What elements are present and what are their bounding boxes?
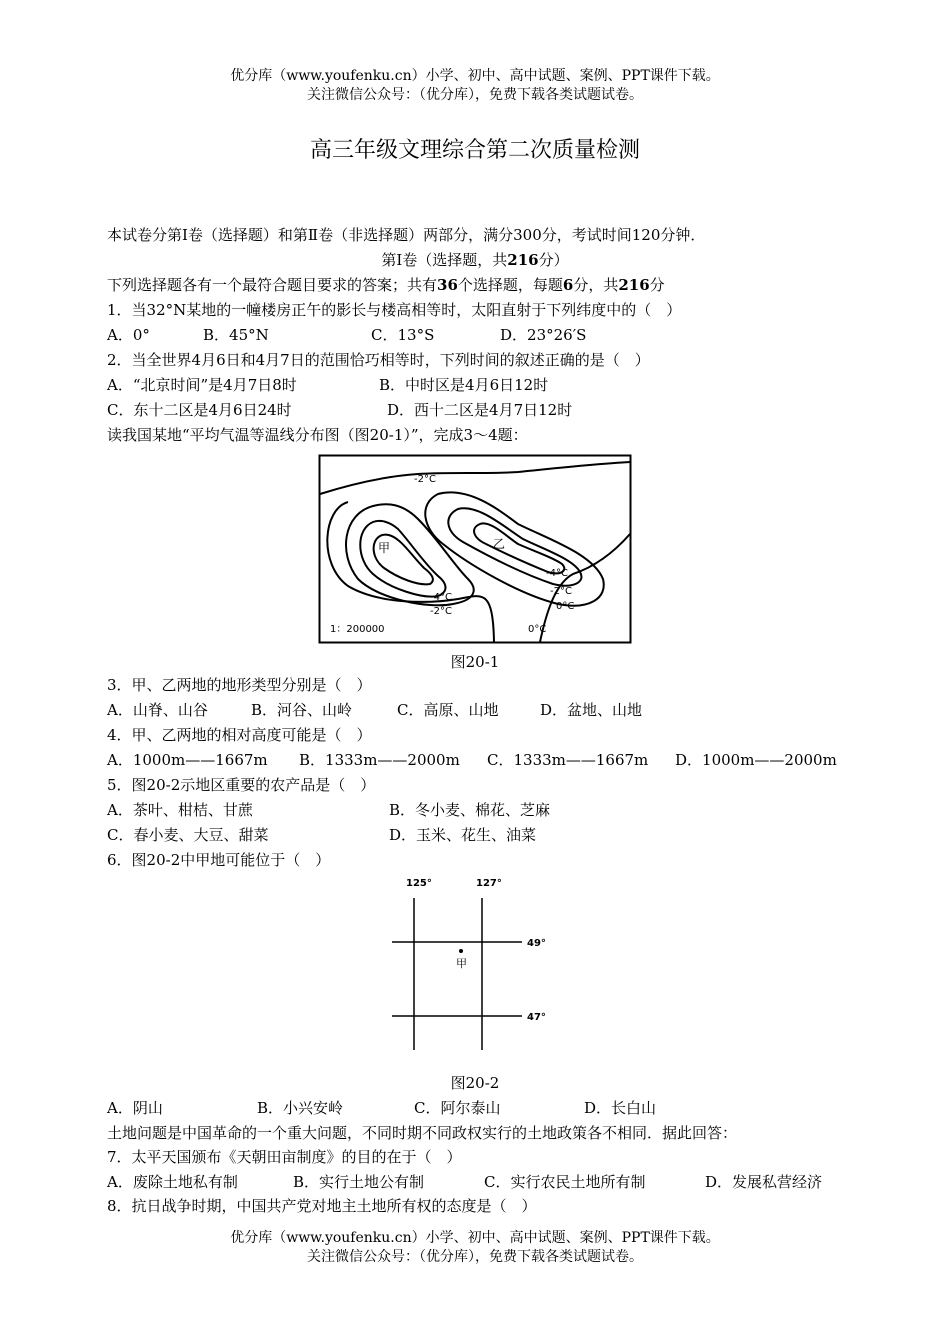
q2-option-a[interactable]: A．“北京时间”是4月7日8时 (107, 376, 297, 394)
isotherm-jia-outer (346, 504, 474, 605)
fig1-caption: 图20-1 (450, 653, 500, 671)
q6-option-c[interactable]: C．阿尔泰山 (414, 1099, 501, 1117)
fig2-lon2: 127° (476, 878, 502, 889)
q7-option-d[interactable]: D．发展私营经济 (705, 1173, 823, 1191)
isotherm-yi-outer (425, 492, 603, 605)
isotherm-map-figure (318, 454, 632, 644)
q6-option-d[interactable]: D．长白山 (584, 1099, 657, 1117)
fig1-label-yi: 乙 (493, 537, 506, 551)
fig1-label-6: -2°C (550, 586, 572, 597)
q7-option-b[interactable]: B．实行土地公有制 (293, 1173, 425, 1191)
instr-e: 分，共 (573, 276, 619, 294)
fig2-point-label: 甲 (456, 957, 467, 970)
q5-option-b[interactable]: B．冬小麦、棉花、芝麻 (389, 801, 551, 819)
q5-stem: 5．图20-2示地区重要的农产品是（ ） (107, 776, 376, 794)
q5-option-c[interactable]: C．春小麦、大豆、甜菜 (107, 826, 269, 844)
isotherm-yi-inner (474, 523, 564, 573)
part1-heading (0, 249, 950, 271)
isotherm-jia-mid (360, 521, 445, 597)
fig2-lat2: 47° (527, 1012, 546, 1023)
fig2-lat1: 49° (527, 938, 546, 949)
instr-c: 个选择题，每题 (457, 276, 563, 294)
page-title: 高三年级文理综合第二次质量检测 (309, 138, 640, 163)
instr-each: 6 (562, 276, 574, 294)
q7-stem: 7．太平天国颁布《天朝田亩制度》的目的在于（ ） (107, 1148, 462, 1166)
latlon-grid-figure (388, 872, 558, 1054)
q7-option-a[interactable]: A．废除土地私有制 (107, 1173, 238, 1191)
fig1-scale: 1：200000 (330, 624, 385, 635)
fig1-label-4: -4°C (546, 568, 568, 579)
point-jia-marker (459, 949, 463, 953)
instructions (107, 274, 665, 296)
fig1-label-jia: 甲 (378, 541, 391, 555)
q3-stem: 3．甲、乙两地的地形类型分别是（ ） (107, 676, 372, 694)
land-prompt: 土地问题是中国革命的一个重大问题，不同时期不同政权实行的土地政策各不相同．据此回答： (107, 1124, 738, 1142)
q3-option-c[interactable]: C．高原、山地 (397, 701, 499, 719)
footer-line-1: 优分库（www.youfenku.cn）小学、初中、高中试题、案例、PPT课件下载。 (230, 1230, 720, 1246)
instr-g: 分 (649, 276, 665, 294)
fig1-label-8: 0°C (556, 601, 575, 612)
fig2-lon1: 125° (406, 878, 432, 889)
part1-text-a: 第Ⅰ卷（选择题，共 (381, 251, 508, 269)
fig1-label-1: -2°C (414, 474, 436, 485)
q1-option-b[interactable]: B．45°N (203, 326, 269, 344)
isotherm-outer-top (320, 462, 630, 494)
instr-a: 下列选择题各有一个最符合题目要求的答案；共有 (107, 276, 438, 294)
footer-line-2: 关注微信公众号：（优分库），免费下载各类试题试卷。 (307, 1249, 643, 1265)
q6-option-b[interactable]: B．小兴安岭 (257, 1099, 344, 1117)
reading-prompt: 读我国某地“平均气温等温线分布图（图20-1）”，完成3～4题： (107, 426, 528, 444)
header-line-1: 优分库（www.youfenku.cn）小学、初中、高中试题、案例、PPT课件下载。 (230, 68, 720, 84)
q2-option-b[interactable]: B．中时区是4月6日12时 (379, 376, 549, 394)
header-line-2: 关注微信公众号：（优分库），免费下载各类试题试卷。 (307, 87, 643, 103)
q2-stem: 2．当全世界4月6日和4月7日的范围恰巧相等时，下列时间的叙述正确的是（ ） (107, 351, 650, 369)
q1-option-c[interactable]: C．13°S (371, 326, 435, 344)
q6-stem: 6．图20-2中甲地可能位于（ ） (107, 851, 331, 869)
fig1-label-5: -4°C (430, 592, 452, 603)
instr-total: 216 (618, 276, 650, 294)
q8-stem: 8．抗日战争时期，中国共产党对地主土地所有权的态度是（ ） (107, 1197, 537, 1215)
part1-total: 216 (507, 251, 539, 269)
fig1-label-7: -2°C (430, 606, 452, 617)
fig2-caption: 图20-2 (450, 1074, 500, 1092)
instr-count: 36 (437, 276, 458, 294)
q3-option-b[interactable]: B．河谷、山岭 (251, 701, 353, 719)
q7-option-c[interactable]: C．实行农民土地所有制 (484, 1173, 646, 1191)
fig1-label-9: 0°C (528, 624, 547, 635)
q1-option-a[interactable]: A．0° (107, 326, 150, 344)
q1-option-d[interactable]: D．23°26′S (500, 326, 587, 344)
q4-option-d[interactable]: D．1000m——2000m (675, 751, 837, 769)
q5-option-d[interactable]: D．玉米、花生、油菜 (389, 826, 537, 844)
q2-option-c[interactable]: C．东十二区是4月6日24时 (107, 401, 292, 419)
q3-option-d[interactable]: D．盆地、山地 (540, 701, 643, 719)
q4-stem: 4．甲、乙两地的相对高度可能是（ ） (107, 726, 372, 744)
intro-text: 本试卷分第Ⅰ卷（选择题）和第Ⅱ卷（非选择题）两部分，满分300分，考试时间120分钟． (107, 226, 706, 244)
part1-text-c: 分） (538, 251, 569, 269)
q3-option-a[interactable]: A．山脊、山谷 (107, 701, 208, 719)
q4-option-a[interactable]: A．1000m——1667m (107, 751, 268, 769)
q4-option-c[interactable]: C．1333m——1667m (487, 751, 649, 769)
q1-stem: 1．当32°N某地的一幢楼房正午的影长与楼高相等时，太阳直射于下列纬度中的（ ） (107, 301, 682, 319)
q6-option-a[interactable]: A．阴山 (107, 1099, 163, 1117)
q2-option-d[interactable]: D．西十二区是4月7日12时 (387, 401, 573, 419)
q5-option-a[interactable]: A．茶叶、柑桔、甘蔗 (107, 801, 253, 819)
q4-option-b[interactable]: B．1333m——2000m (299, 751, 460, 769)
